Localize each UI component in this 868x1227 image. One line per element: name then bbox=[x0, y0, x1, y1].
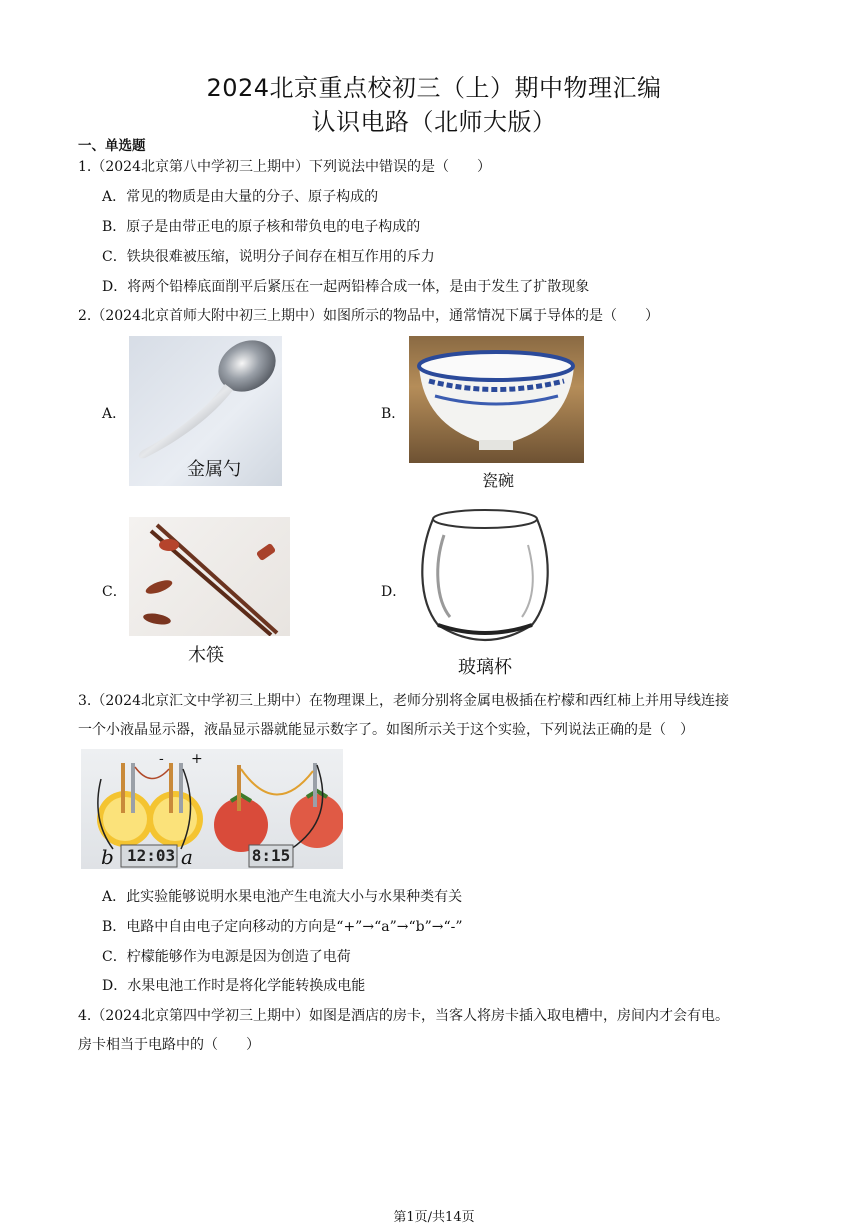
tomato-display-readout: 8:15 bbox=[251, 846, 291, 865]
question-1-option-c: C．铁块很难被压缩，说明分子间存在相互作用的斥力 bbox=[102, 249, 435, 265]
option-d-caption: 玻璃杯 bbox=[458, 657, 512, 678]
question-1-option-a: A．常见的物质是由大量的分子、原子构成的 bbox=[102, 189, 379, 205]
document-title-line2: 认识电路（北师大版） bbox=[311, 108, 557, 136]
question-4-stem-line2: 房卡相当于电路中的（ ） bbox=[78, 1037, 260, 1053]
question-2-stem: 2.（2024北京首师大附中初三上期中）如图所示的物品中，通常情况下属于导体的是（ ） bbox=[78, 308, 659, 324]
question-1-option-b: B．原子是由带正电的原子核和带负电的电子构成的 bbox=[102, 219, 421, 235]
question-1-stem: 1.（2024北京第八中学初三上期中）下列说法中错误的是（ ） bbox=[78, 159, 491, 175]
question-3-stem-line1: 3.（2024北京汇文中学初三上期中）在物理课上，老师分别将金属电极插在柠檬和西红柿上并用导线连接 bbox=[78, 693, 729, 709]
question-3-option-b: B．电路中自由电子定向移动的方向是“+”→“a”→“b”→“-” bbox=[102, 919, 463, 935]
option-d-label: D． bbox=[381, 584, 407, 600]
option-c-label: C． bbox=[102, 584, 127, 600]
page-footer: 第1页/共14页 bbox=[393, 1210, 475, 1225]
question-3-option-d: D．水果电池工作时是将化学能转换成电能 bbox=[102, 978, 366, 994]
document-title-line1: 2024北京重点校初三（上）期中物理汇编 bbox=[206, 74, 662, 102]
fruit-battery-image bbox=[81, 749, 343, 869]
metal-spoon-image bbox=[129, 336, 282, 486]
option-a-label: A． bbox=[102, 406, 127, 422]
lemon-display-readout: 12:03 bbox=[127, 846, 176, 865]
label-plus: + bbox=[191, 751, 203, 767]
label-b: b bbox=[101, 845, 114, 869]
question-1-option-d: D．将两个铅棒底面削平后紧压在一起两铅棒合成一体，是由于发生了扩散现象 bbox=[102, 279, 590, 295]
question-3-option-a: A．此实验能够说明水果电池产生电流大小与水果种类有关 bbox=[102, 889, 463, 905]
question-4-stem-line1: 4.（2024北京第四中学初三上期中）如图是酒店的房卡，当客人将房卡插入取电槽中，房间内才会有电。 bbox=[78, 1008, 729, 1024]
glass-cup-image bbox=[416, 505, 554, 647]
label-minus: - bbox=[159, 751, 164, 767]
wooden-chopsticks-image bbox=[129, 517, 290, 636]
question-3-stem-line2: 一个小液晶显示器，液晶显示器就能显示数字了。如图所示关于这个实验，下列说法正确的是（ ） bbox=[78, 722, 694, 738]
question-3-option-c: C．柠檬能够作为电源是因为创造了电荷 bbox=[102, 949, 351, 965]
option-b-label: B． bbox=[381, 406, 406, 422]
label-a: a bbox=[181, 845, 193, 869]
option-c-caption: 木筷 bbox=[188, 645, 224, 666]
option-a-caption: 金属勺 bbox=[187, 459, 241, 480]
section-title: 一、单选题 bbox=[78, 138, 146, 154]
porcelain-bowl-image bbox=[409, 336, 584, 463]
option-b-caption: 瓷碗 bbox=[482, 471, 515, 490]
